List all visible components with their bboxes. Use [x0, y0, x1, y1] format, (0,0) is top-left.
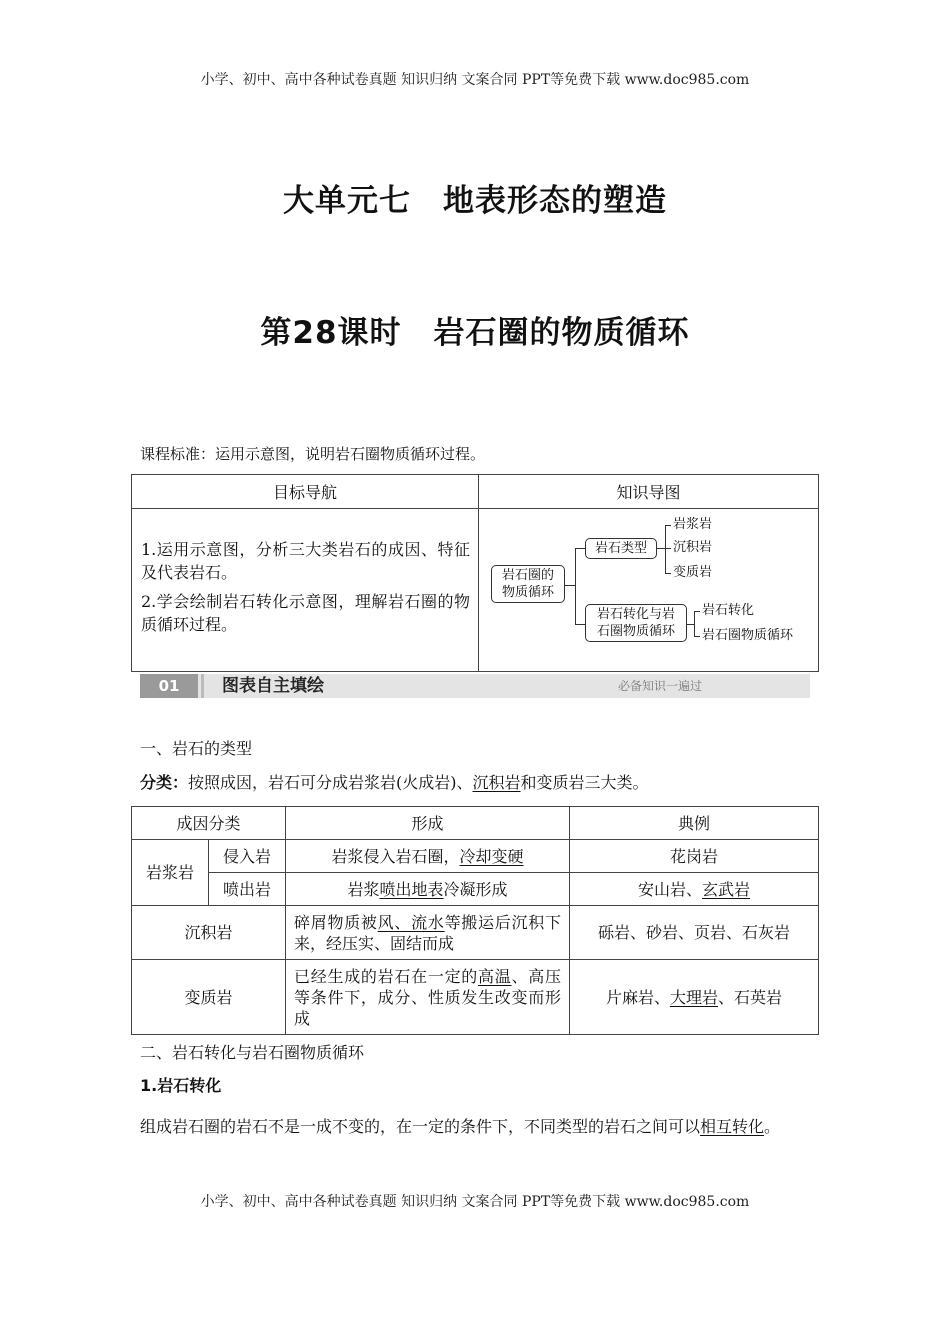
- subsection-heading: 1.岩石转化: [140, 1076, 222, 1095]
- formation-cell: [286, 906, 570, 960]
- mindmap-leaf: 岩浆岩: [673, 517, 713, 532]
- section-heading-2: 二、岩石转化与岩石圈物质循环: [140, 1043, 365, 1062]
- lesson-title: 第28课时 岩石圈的物质循环: [260, 315, 690, 351]
- mindmap-connector: [665, 573, 671, 574]
- goal-item: 2.学会绘制岩石转化示意图，理解岩石圈的物质循环过程。: [141, 592, 470, 634]
- example-text: 、石英岩: [718, 987, 783, 1007]
- mindmap-connector: [687, 624, 694, 625]
- knowledge-mindmap: [479, 509, 817, 671]
- paragraph-text: 组成岩石圈的岩石不是一成不变的，在一定的条件下，不同类型的岩石之间可以: [140, 1117, 701, 1136]
- answer-underline: 沉积岩: [472, 773, 521, 792]
- nav-header-mindmap: 知识导图: [479, 475, 819, 509]
- band-subtitle: 必备知识一遍过: [618, 679, 703, 693]
- navigation-table: [131, 474, 819, 672]
- formation-cell: [286, 840, 570, 873]
- answer-underline: 高温: [478, 966, 512, 986]
- body-paragraph: [140, 1110, 810, 1143]
- mindmap-branch-label: 石圈物质循环: [596, 624, 675, 639]
- formation-text: 冷凝形成: [443, 879, 508, 899]
- mindmap-connector: [575, 624, 585, 625]
- classification-line: [140, 770, 649, 793]
- example-cell: 花岗岩: [570, 840, 819, 873]
- curriculum-standard: 课程标准：运用示意图，说明岩石圈物质循环过程。: [140, 445, 486, 463]
- classification-text: 按照成因，岩石可分成岩浆岩(火成岩)、: [188, 773, 473, 792]
- mindmap-branch-rock-types: [585, 538, 657, 559]
- formation-text: 岩浆: [347, 879, 380, 899]
- mindmap-connector: [665, 525, 666, 573]
- mindmap-connector: [657, 548, 665, 549]
- mindmap-leaf: 岩石转化: [702, 603, 755, 618]
- unit-title: 大单元七 地表形态的塑造: [283, 183, 667, 219]
- classification-text: 和变质岩三大类。: [520, 773, 649, 792]
- page-footer: 小学、初中、高中各种试卷真题 知识归纳 文案合同 PPT等免费下载 www.doc985.com: [200, 1194, 750, 1210]
- mindmap-leaf: 岩石圈物质循环: [702, 628, 794, 643]
- rock-types-table: [131, 806, 819, 1035]
- goal-item: 1.运用示意图，分析三大类岩石的成因、特征及代表岩石。: [141, 540, 470, 582]
- formation-text: 碎屑物质被: [294, 912, 378, 932]
- mindmap-leaf: 变质岩: [673, 565, 713, 580]
- rock-subtype: 喷出岩: [209, 873, 286, 906]
- band-title: 图表自主填绘: [222, 676, 324, 696]
- formation-text: 等搬运后沉积下来，经压实、固结而成: [294, 912, 561, 953]
- formation-cell: [286, 873, 570, 906]
- answer-underline: 冷却变硬: [459, 846, 524, 866]
- page-header: 小学、初中、高中各种试卷真题 知识归纳 文案合同 PPT等免费下载 www.doc985.com: [200, 72, 750, 88]
- formation-text: 已经生成的岩石在一定的: [294, 966, 479, 986]
- example-cell: 砾岩、砂岩、页岩、石灰岩: [570, 906, 819, 960]
- mindmap-connector: [565, 585, 575, 586]
- mindmap-root: [491, 565, 565, 603]
- formation-text: 岩浆侵入岩石圈，: [331, 846, 460, 866]
- rock-category: 沉积岩: [132, 906, 286, 960]
- rock-category: 变质岩: [132, 960, 286, 1035]
- example-text: 片麻岩、: [605, 987, 670, 1007]
- section-heading-1: 一、岩石的类型: [140, 739, 253, 758]
- band-number: 01: [140, 674, 198, 698]
- mindmap-connector: [694, 636, 700, 637]
- mindmap-branch-label: 岩石类型: [594, 541, 647, 556]
- mindmap-connector: [575, 548, 576, 624]
- answer-underline: 相互转化: [700, 1117, 765, 1136]
- mindmap-connector: [575, 548, 585, 549]
- mindmap-root-line: 物质循环: [501, 585, 554, 600]
- mindmap-connector: [694, 611, 695, 636]
- example-text: 安山岩、: [637, 879, 702, 899]
- paragraph-text: 。: [764, 1117, 781, 1136]
- formation-text: 、高压等条件下，成分、性质发生改变而形成: [294, 966, 561, 1028]
- table-header: 典例: [570, 807, 819, 840]
- mindmap-root-line: 岩石圈的: [501, 568, 554, 583]
- classification-label: 分类：: [140, 773, 189, 792]
- answer-underline: 喷出地表: [379, 879, 444, 899]
- goals-cell: [132, 509, 479, 672]
- answer-underline: 大理岩: [669, 987, 718, 1007]
- rock-category: 岩浆岩: [132, 840, 209, 906]
- formation-cell: [286, 960, 570, 1035]
- answer-underline: 风、流水: [377, 912, 445, 932]
- table-header: 成因分类: [132, 807, 286, 840]
- rock-subtype: 侵入岩: [209, 840, 286, 873]
- example-cell: [570, 873, 819, 906]
- example-cell: [570, 960, 819, 1035]
- mindmap-connector: [694, 611, 700, 612]
- mindmap-connector: [665, 548, 671, 549]
- mindmap-connector: [665, 525, 671, 526]
- table-header: 形成: [286, 807, 570, 840]
- nav-header-goals: 目标导航: [132, 475, 479, 509]
- answer-underline: 玄武岩: [702, 879, 751, 899]
- mindmap-branch-rock-cycle: [585, 604, 687, 642]
- section-band: [140, 674, 810, 698]
- mindmap-cell: [479, 509, 819, 672]
- mindmap-branch-label: 岩石转化与岩: [596, 607, 675, 622]
- mindmap-leaf: 沉积岩: [673, 540, 713, 555]
- band-divider: [201, 674, 204, 698]
